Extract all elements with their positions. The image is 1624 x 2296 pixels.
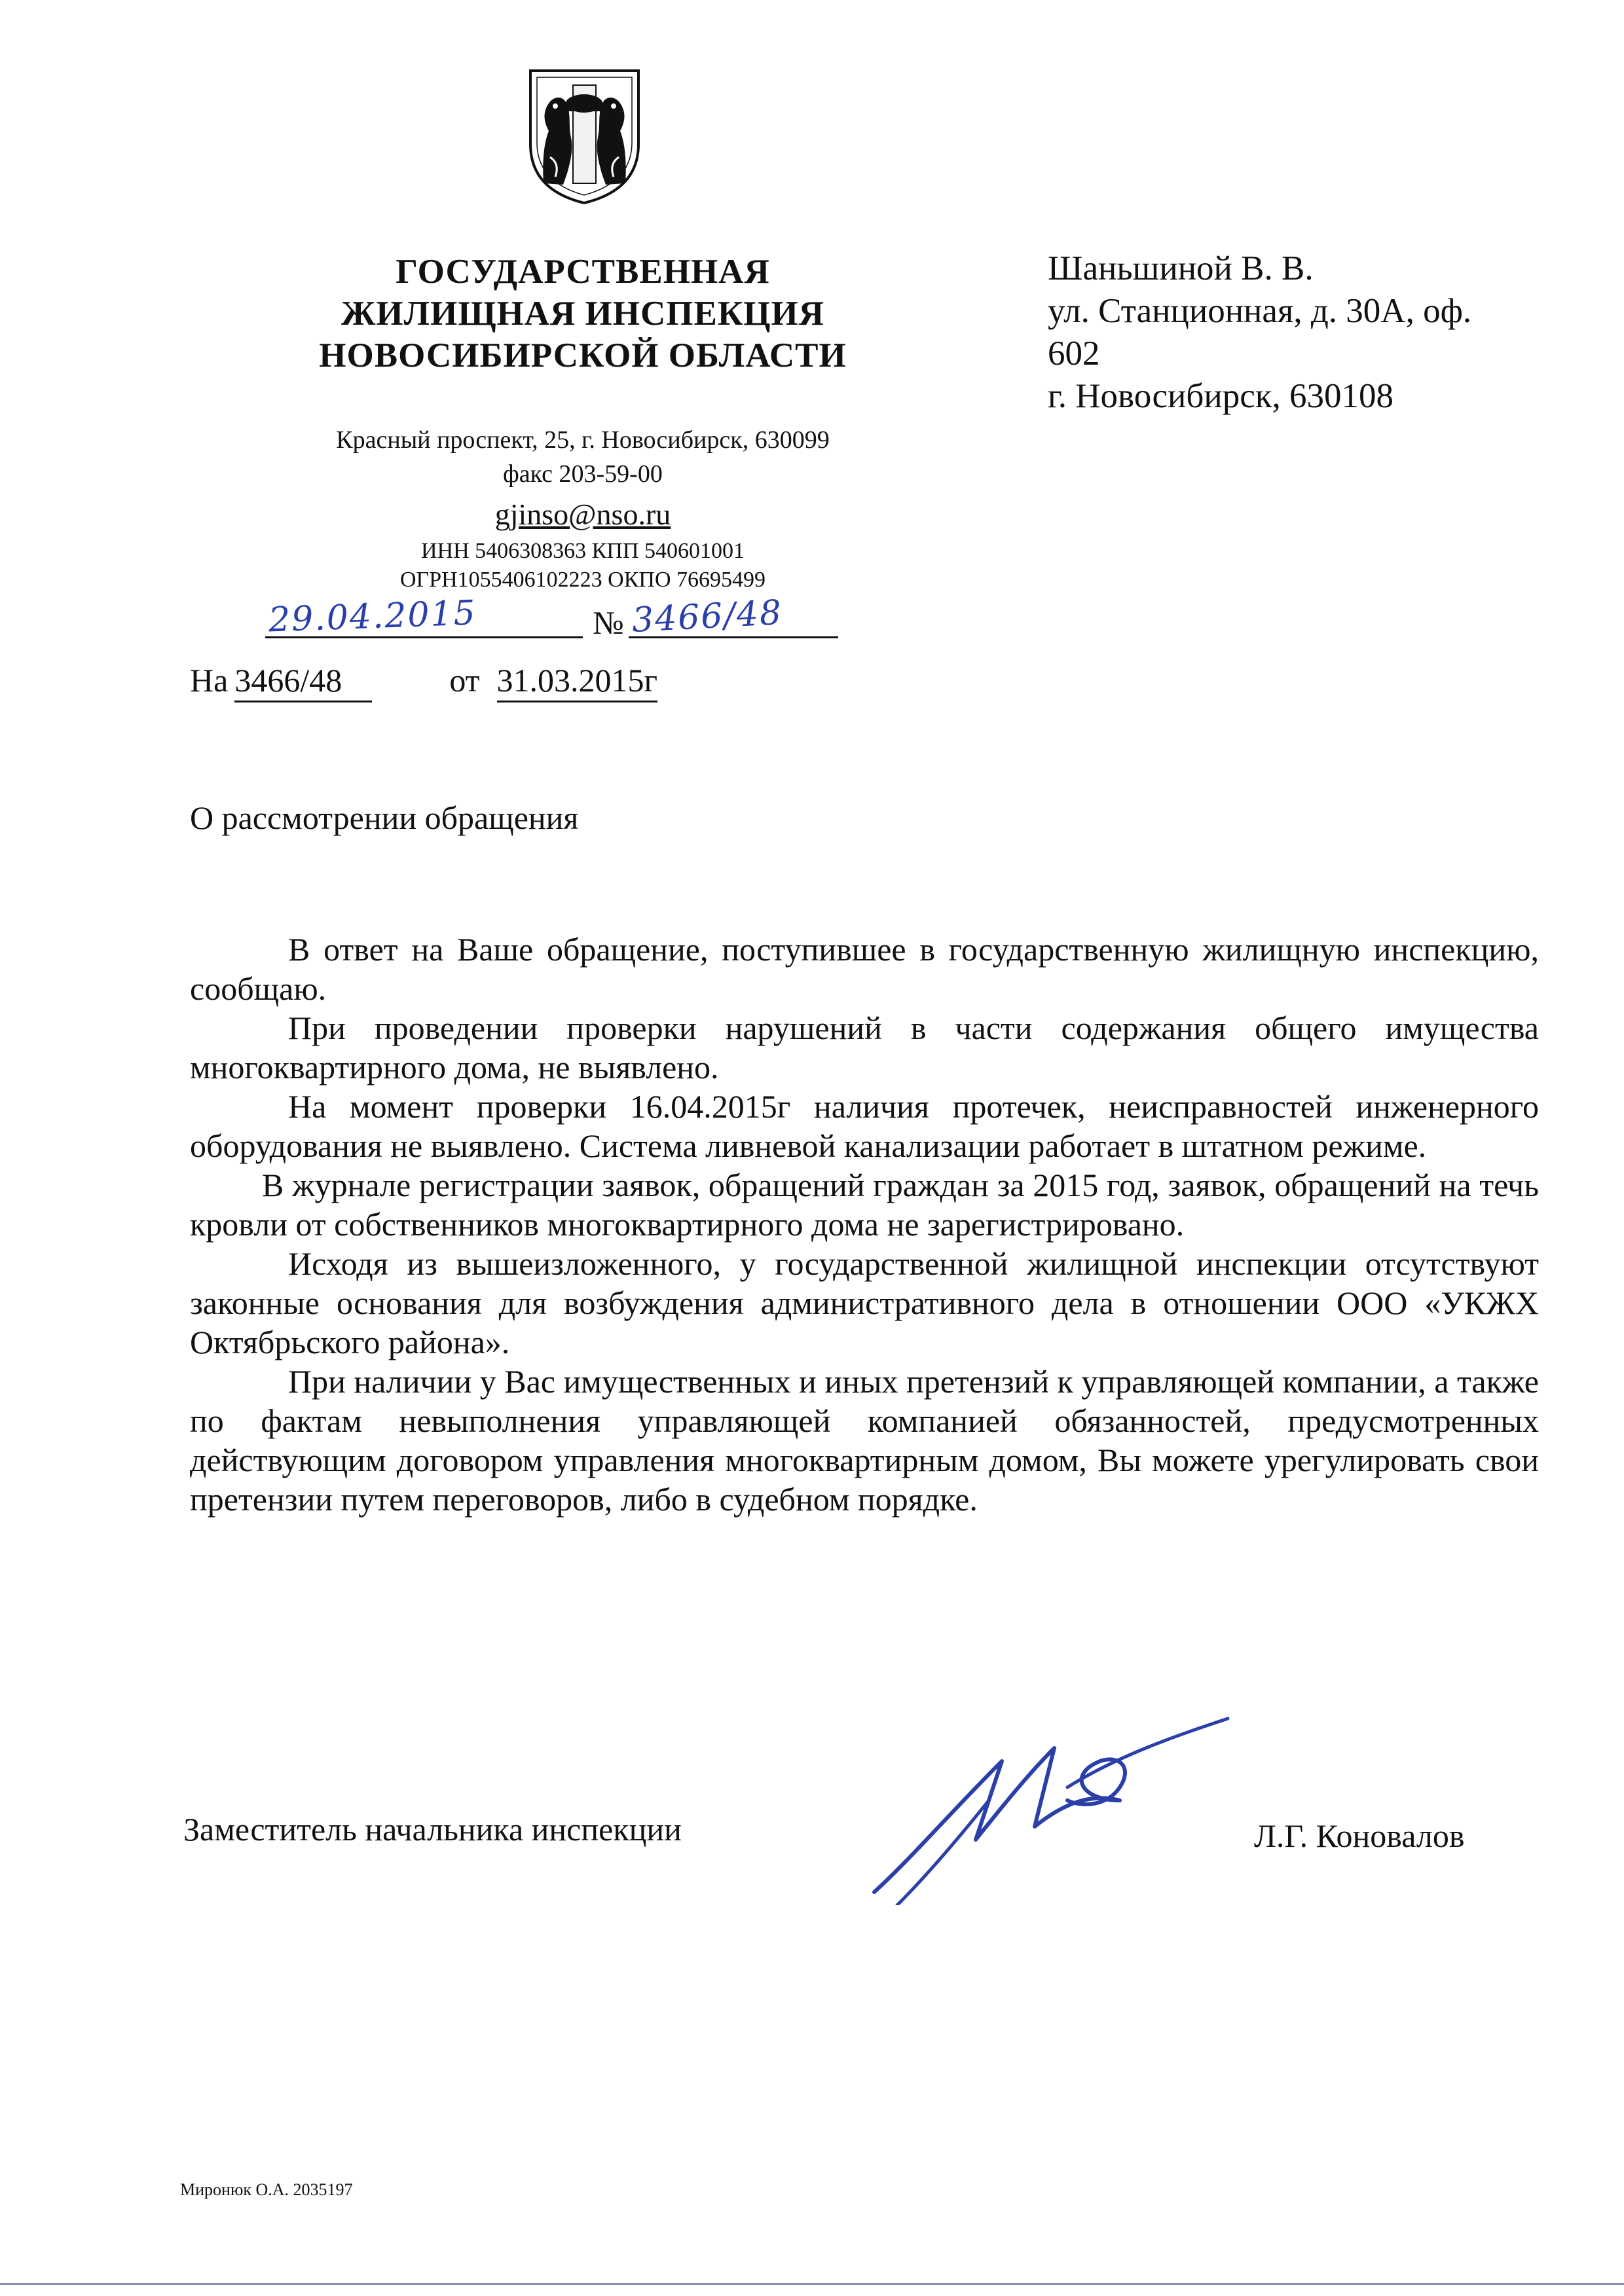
recipient-street: ул. Станционная, д. 30А, оф. [1048, 292, 1472, 330]
reference-line [190, 661, 657, 702]
reference-number: 3466/48 [234, 661, 372, 702]
recipient-block [1048, 247, 1559, 418]
agency-name-line: ГОСУДАРСТВЕННАЯ [396, 253, 770, 291]
recipient-name: Шаньшиной В. В. [1048, 249, 1314, 287]
registration-number: 3466/48 [631, 593, 784, 640]
agency-name-line: НОВОСИБИРСКОЙ ОБЛАСТИ [319, 337, 847, 374]
letter-body [190, 930, 1539, 1519]
novosibirsk-coat-of-arms-icon [524, 65, 645, 206]
registration-number-sign: № [593, 604, 624, 641]
handwritten-signature [871, 1709, 1238, 1905]
body-paragraph: В ответ на Ваше обращение, поступившее в государственную жилищную инспекцию, сообщаю. [190, 931, 1539, 1007]
agency-address: Красный проспект, 25, г. Новосибирск, 630099 [336, 426, 830, 454]
letter-subject: О рассмотрении обращения [190, 799, 579, 836]
recipient-city: г. Новосибирск, 630108 [1048, 377, 1394, 415]
body-paragraph: Исходя из вышеизложенного, у государственной жилищной инспекции отсутствуют законные основания для возбуждения административного дела в отношении ООО «УКЖХ Октябрьского района». [190, 1245, 1539, 1360]
scan-edge-line [0, 2283, 1624, 2285]
body-paragraph: При наличии у Вас имущественных и иных претензий к управляющей компании, а также по фактам невыполнения управляющей компанией обязанностей, предусмотренных действующим договором управления многоквартирным домом, Вы можете урегулировать свои претензии путем переговоров, либо в судебном порядке. [190, 1363, 1539, 1518]
signer-name: Л.Г. Коновалов [1254, 1817, 1465, 1854]
reference-date: 31.03.2015г [497, 661, 658, 702]
recipient-office: 602 [1048, 335, 1100, 373]
agency-inn-kpp: ИНН 5406308363 КПП 540601001 [421, 539, 745, 563]
signer-title: Заместитель начальника инспекции [183, 1811, 682, 1848]
agency-email: gjinso@nso.ru [494, 498, 671, 531]
body-paragraph: При проведении проверки нарушений в части содержания общего имущества многоквартирного дома, не выявлено. [190, 1010, 1539, 1085]
body-paragraph: В журнале регистрации заявок, обращений граждан за 2015 год, заявок, обращений на течь кровли от собственников многоквартирного дома не зарегистрировано. [190, 1167, 1539, 1243]
agency-fax: факс 203-59-00 [503, 460, 663, 488]
agency-name-line: ЖИЛИЩНАЯ ИНСПЕКЦИЯ [341, 295, 825, 333]
agency-name [223, 251, 943, 376]
reference-from-label: от [449, 662, 480, 699]
reference-prefix: На [190, 662, 229, 699]
agency-ogrn-okpo: ОГРН1055406102223 ОКПО 76695499 [399, 568, 766, 592]
body-paragraph: На момент проверки 16.04.2015г наличия протечек, неисправностей инженерного оборудования не выявлено. Система ливневой канализации работает в штатном режиме. [190, 1088, 1539, 1164]
registration-date: 29.04.2015 [268, 593, 477, 640]
executor-contact: Миронюк О.А. 2035197 [180, 2180, 353, 2199]
